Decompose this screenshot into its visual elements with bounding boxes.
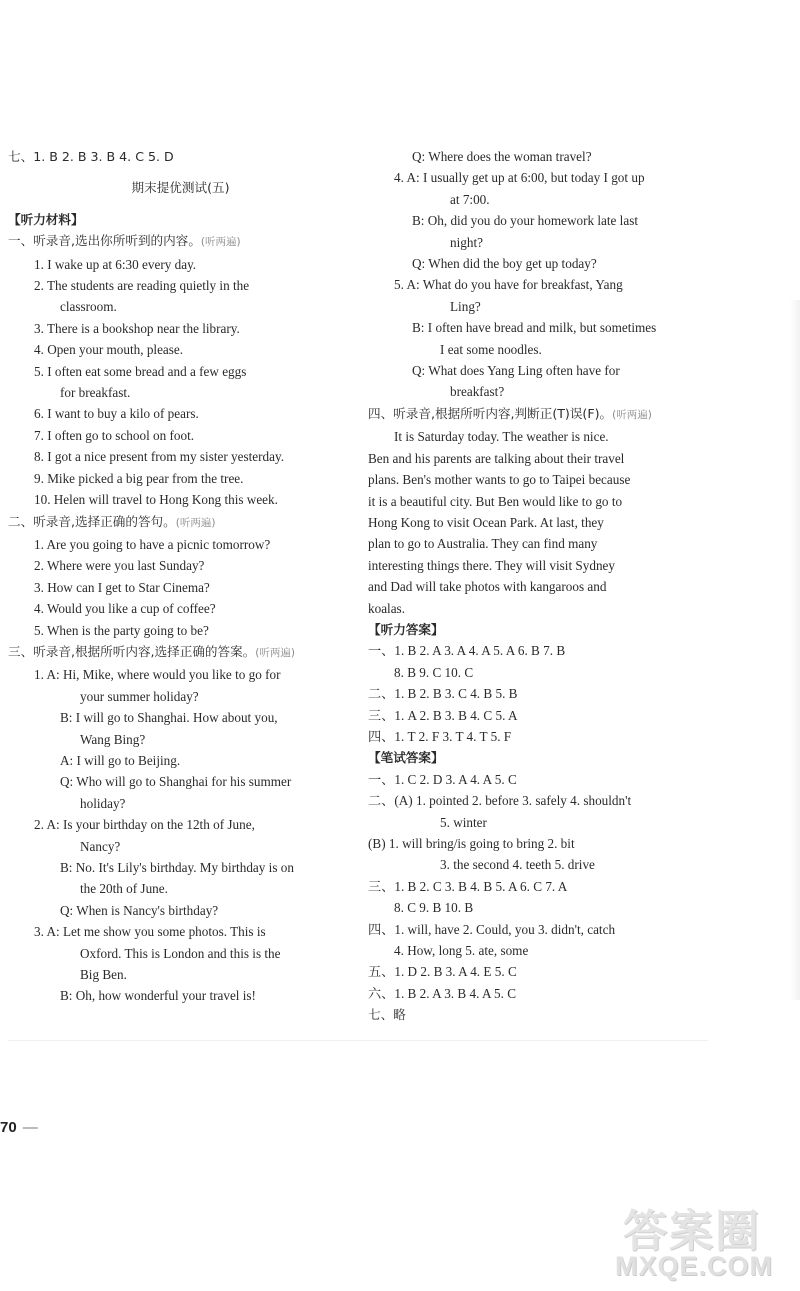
written-answer-line: 5. winter (440, 814, 487, 830)
passage-line: Ben and his parents are talking about their travel (368, 450, 625, 466)
passage-line: koalas. (368, 600, 405, 616)
s3-line: 2. A: Is your birthday on the 12th of June, (34, 817, 255, 833)
s1-item-1: 1. I wake up at 6:30 every day. (34, 256, 197, 272)
dialog-line: B: I often have bread and milk, but sometimes (412, 320, 657, 336)
written-answer-line: 三、1. B 2. C 3. B 4. B 5. A 6. C 7. A (368, 878, 568, 894)
s3-line: the 20th of June. (80, 881, 168, 897)
section-1-title: 一、听录音,选出你所听到的内容。(听两遍) (8, 233, 241, 249)
s3-line: Q: Who will go to Shanghai for his summer (60, 774, 292, 790)
written-answer-line: 8. C 9. B 10. B (394, 900, 474, 916)
dialog-line: Q: What does Yang Ling often have for (412, 363, 620, 379)
written-answer-line: 4. How, long 5. ate, some (394, 943, 529, 959)
s1-item-2-cont: classroom. (60, 299, 117, 315)
listening-answer-line: 四、1. T 2. F 3. T 4. T 5. F (368, 728, 512, 744)
s1-item-5: 5. I often eat some bread and a few eggs (34, 363, 247, 379)
passage-line: Hong Kong to visit Ocean Park. At last, they (368, 514, 604, 530)
dialog-line: night? (450, 234, 483, 250)
s3-line: B: Oh, how wonderful your travel is! (60, 988, 256, 1004)
column-divider (8, 1040, 708, 1041)
listening-answers-heading: 【听力答案】 (368, 621, 444, 637)
test-title: 期末提优测试(五) (131, 180, 230, 196)
page-edge-shadow (790, 300, 800, 1000)
dialog-line: Ling? (450, 298, 481, 314)
s1-item-5-cont: for breakfast. (60, 385, 131, 401)
s2-item-4: 4. Would you like a cup of coffee? (34, 601, 216, 617)
s3-line: Wang Bing? (80, 731, 146, 747)
s3-line: holiday? (80, 795, 126, 811)
s3-line: B: I will go to Shanghai. How about you, (60, 710, 278, 726)
section-3-title: 三、听录音,根据所听内容,选择正确的答案。(听两遍) (8, 643, 295, 659)
s2-item-2: 2. Where were you last Sunday? (34, 558, 205, 574)
s3-line: A: I will go to Beijing. (60, 752, 181, 768)
written-answer-line: 六、1. B 2. A 3. B 4. A 5. C (368, 985, 517, 1001)
listening-answer-line: 8. B 9. C 10. C (394, 664, 474, 680)
dialog-line: 5. A: What do you have for breakfast, Yang (394, 277, 623, 293)
listening-answer-line: 二、1. B 2. B 3. C 4. B 5. B (368, 686, 518, 702)
s1-item-9: 9. Mike picked a big pear from the tree. (34, 470, 244, 486)
s2-item-5: 5. When is the party going to be? (34, 622, 209, 638)
passage-line: and Dad will take photos with kangaroos and (368, 579, 607, 595)
right-column (368, 146, 700, 1026)
section-2-title: 二、听录音,选择正确的答句。(听两遍) (8, 513, 216, 529)
written-answer-line: 四、1. will, have 2. Could, you 3. didn't, catch (368, 921, 616, 937)
s2-item-1: 1. Are you going to have a picnic tomorrow? (34, 536, 271, 552)
written-answer-line: (B) 1. will bring/is going to bring 2. bit (368, 836, 575, 851)
listening-material-heading: 【听力材料】 (8, 211, 84, 227)
watermark-text: 答案圈 (623, 1206, 761, 1257)
written-answer-line: 3. the second 4. teeth 5. drive (440, 857, 595, 873)
s1-item-6: 6. I want to buy a kilo of pears. (34, 406, 199, 422)
dialog-line: 4. A: I usually get up at 6:00, but today I got up (394, 170, 645, 186)
page-number: 70 (0, 1119, 17, 1136)
listening-answer-line: 三、1. A 2. B 3. B 4. C 5. A (368, 707, 518, 723)
dialog-line: I eat some noodles. (440, 341, 542, 357)
s1-item-4: 4. Open your mouth, please. (34, 342, 184, 358)
s2-item-3: 3. How can I get to Star Cinema? (34, 579, 210, 595)
watermark-url: MXQE.COM (615, 1251, 774, 1281)
s1-item-8: 8. I got a nice present from my sister yesterday. (34, 449, 284, 465)
written-answer-line: 二、(A) 1. pointed 2. before 3. safely 4. shouldn't (368, 793, 632, 809)
passage-line: plans. Ben's mother wants to go to Taipei because (368, 472, 631, 488)
prev-answers-line: 七、1. B 2. B 3. B 4. C 5. D (8, 149, 174, 164)
s3-line: your summer holiday? (80, 688, 199, 704)
written-answers-heading: 【笔试答案】 (368, 750, 444, 766)
s1-item-7: 7. I often go to school on foot. (34, 427, 195, 443)
s3-line: 1. A: Hi, Mike, where would you like to go for (34, 667, 281, 683)
s1-item-10: 10. Helen will travel to Hong Kong this week. (34, 492, 278, 508)
dialog-line: Q: When did the boy get up today? (412, 256, 597, 272)
left-column (8, 146, 353, 1007)
dialog-line: B: Oh, did you do your homework late last (412, 213, 638, 229)
dialog-line: breakfast? (450, 384, 505, 400)
passage-line: it is a beautiful city. But Ben would like to go to (368, 493, 623, 509)
s1-item-2: 2. The students are reading quietly in the (34, 278, 250, 294)
s3-line: 3. A: Let me show you some photos. This is (34, 924, 266, 940)
dialog-line: Q: Where does the woman travel? (412, 149, 592, 164)
s3-line: Oxford. This is London and this is the (80, 945, 281, 961)
s3-line: Big Ben. (80, 967, 127, 983)
written-answer-line: 一、1. C 2. D 3. A 4. A 5. C (368, 771, 517, 787)
passage-line: plan to go to Australia. They can find many (368, 536, 598, 552)
s3-line: Q: When is Nancy's birthday? (60, 902, 219, 918)
section-4-title: 四、听录音,根据所听内容,判断正(T)误(F)。(听两遍) (368, 405, 652, 421)
watermark-logo (615, 1195, 795, 1287)
listening-answer-line: 一、1. B 2. A 3. A 4. A 5. A 6. B 7. B (368, 643, 566, 659)
s1-item-3: 3. There is a bookshop near the library. (34, 320, 240, 336)
passage-line: It is Saturday today. The weather is nice. (394, 429, 609, 445)
written-answer-line: 七、略 (368, 1007, 406, 1023)
s3-line: Nancy? (80, 838, 121, 854)
s3-line: B: No. It's Lily's birthday. My birthday is on (60, 860, 294, 875)
passage-line: interesting things there. They will visit Sydney (368, 557, 615, 573)
footer-dash: — (22, 1119, 38, 1136)
dialog-line: at 7:00. (450, 191, 490, 207)
page-footer (0, 1119, 38, 1136)
written-answer-line: 五、1. D 2. B 3. A 4. E 5. C (368, 964, 517, 980)
